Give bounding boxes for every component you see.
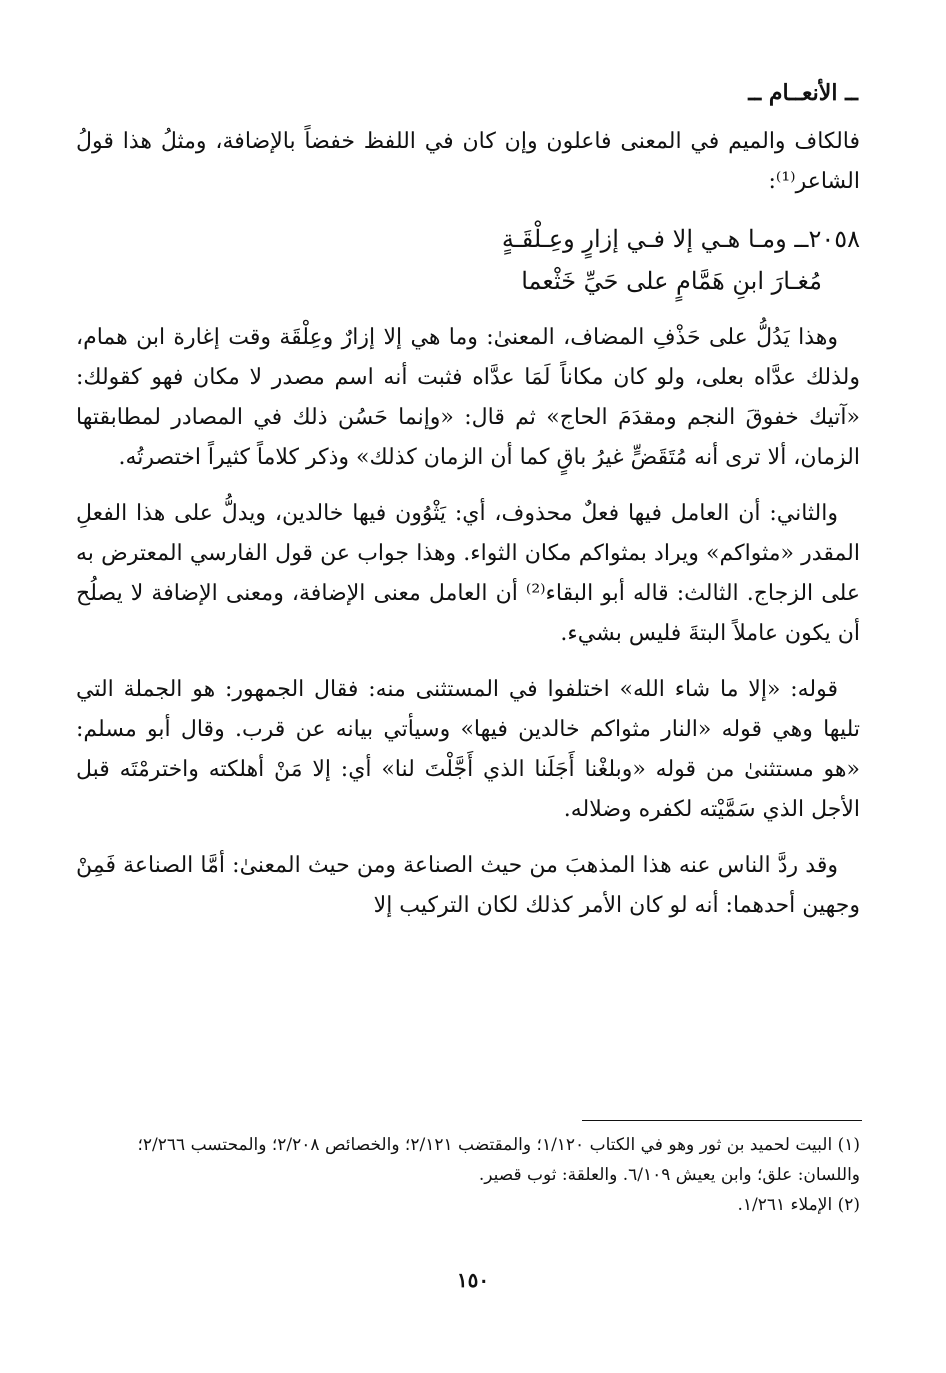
verse-line-1: ٢٠٥٨ــ ومـا هـي إلا فـي إزارٍ وعِـلْقَـةٍ [501, 225, 860, 253]
verse-line-2: مُغـارَ ابنِ هَمَّامٍ على حَيِّ خَثْعما [521, 267, 822, 295]
paragraph-5: وقد ردَّ الناس عنه هذا المذهبَ من حيث الصناعة ومن حيث المعنىٰ: أمَّا الصناعة فَمِنْ وجهين أحدهما: أنه لو كان الأمر كذلك لكان التركيب إلا [76, 853, 860, 918]
footnote-2: (٢) الإملاء ١/٢٦١. [737, 1195, 860, 1215]
footnotes [76, 1130, 860, 1220]
footnote-1: (١) البيت لحميد بن ثور وهو في الكتاب ١/١٢٠؛ والمقتضب ٢/١٢١؛ والخصائص ٢/٢٠٨؛ والمحتسب ٢/٢٦٦؛ واللسان: علق؛ وابن يعيش ٦/١٠٩. والعلقة: ثوب قصير. [137, 1135, 860, 1185]
running-header: ــ الأنعــام ــ [748, 80, 858, 106]
footnote-separator [582, 1120, 862, 1121]
paragraph-4: قوله: «إلا ما شاء الله» اختلفوا في المستثنى منه: فقال الجمهور: هو الجملة التي تليها وهي قوله «النار مثواكم خالدين فيها» وسيأتي بيانه عن قرب. وقال أبو مسلم: «هو مستثنىٰ من قوله «وبلغْنا أَجَلَنا الذي أَجَّلْتَ لنا» أي: إلا مَنْ أهلكته واخترمْتَه قبل الأجل الذي سَمَّيْته لكفره وضلاله. [76, 677, 860, 822]
poetry-verse [76, 218, 860, 302]
paragraph-1: فالكاف والميم في المعنى فاعلون وإن كان في اللفظ خفضاً بالإضافة، ومثلُ هذا قولُ الشاعر⁽¹⁾: [76, 129, 860, 194]
paragraph-3: والثاني: أن العامل فيها فعلٌ محذوف، أي: يَثْوُون فيها خالدين، ويدلُّ على هذا الفعلِ المقدر «مثواكم» ويراد بمثواكم مكان الثواء. وهذا جواب عن قول الفارسي المعترض به على الزجاج. الثالث: قاله أبو البقاء⁽²⁾ أن العامل معنى الإضافة، ومعنى الإضافة لا يصلُح أن يكون عاملاً البتةَ فليس بشيء. [76, 501, 860, 646]
page-number: ١٥٠ [456, 1268, 490, 1292]
paragraph-2: وهذا يَدُلُّ على حَذْفِ المضاف، المعنىٰ: وما هي إلا إزارٌ وعِلْقَة وقت إغارة ابن همام، ولذلك عدَّاه بعلى، ولو كان مكاناً لَمَا عدَّاه فثبت أنه اسم مصدر لا مكان فهو كقولك: «آتيك خفوقَ النجم ومقدَمَ الحاج» ثم قال: «وإنما حَسُن ذلك في المصادر لمطابقتها الزمان، ألا ترى أنه مُتَقَضٍّ غيرُ باقٍ كما أن الزمان كذلك» وذكر كلاماً كثيراً اختصرتُه. [76, 325, 860, 470]
main-text [76, 122, 860, 942]
